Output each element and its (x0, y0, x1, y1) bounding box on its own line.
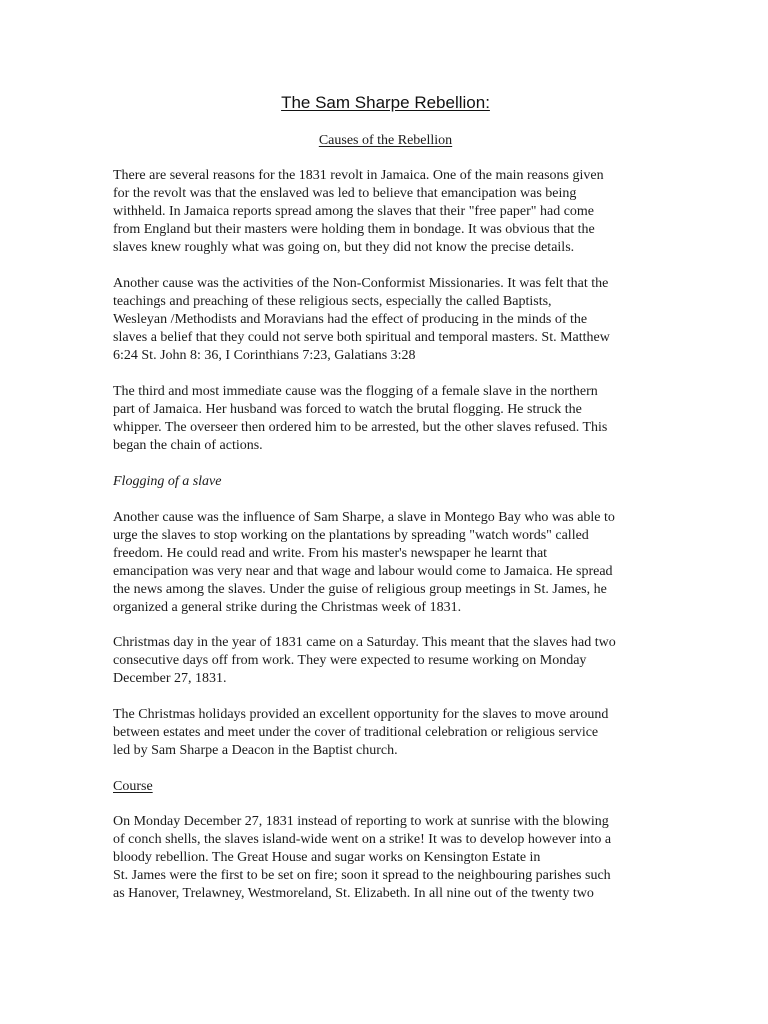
paragraph-sam-sharpe (113, 509, 658, 617)
paragraph-line: as Hanover, Trelawney, Westmoreland, St. Elizabeth. In all nine out of the twenty two (113, 886, 594, 901)
paragraph-line: for the revolt was that the enslaved was led to believe that emancipation was being (113, 186, 577, 201)
paragraph-line: led by Sam Sharpe a Deacon in the Baptist church. (113, 743, 398, 758)
paragraph-flogging (113, 383, 658, 455)
paragraph-line: bloody rebellion. The Great House and sugar works on Kensington Estate in (113, 850, 541, 865)
paragraph-line: There are several reasons for the 1831 revolt in Jamaica. One of the main reasons given (113, 168, 604, 183)
paragraph-line: urge the slaves to stop working on the plantations by spreading "watch words" called (113, 528, 589, 543)
section-heading-causes: Causes of the Rebellion (318, 133, 453, 148)
paragraph-line: The Christmas holidays provided an excellent opportunity for the slaves to move around (113, 707, 609, 722)
paragraph-line: Wesleyan /Methodists and Moravians had the effect of producing in the minds of the (113, 312, 588, 327)
paragraph-line: between estates and meet under the cover of traditional celebration or religious service (113, 725, 599, 740)
paragraph-line: the news among the slaves. Under the guise of religious group meetings in St. James, he (113, 582, 607, 597)
paragraph-line: freedom. He could read and write. From his master's newspaper he learnt that (113, 546, 548, 561)
paragraph-line: Another cause was the activities of the Non-Conformist Missionaries. It was felt that the (113, 276, 609, 291)
paragraph-line: slaves knew roughly what was going on, but they did not know the precise details. (113, 240, 575, 255)
paragraph-line: from England but their masters were holding them in bondage. It was obvious that the (113, 222, 595, 237)
paragraph-line: consecutive days off from work. They were expected to resume working on Monday (113, 653, 587, 668)
paragraph-course (113, 813, 658, 903)
paragraph-line: of conch shells, the slaves island-wide went on a strike! It was to develop however into a (113, 832, 612, 847)
paragraph-christmas-holidays (113, 706, 658, 760)
paragraph-line: began the chain of actions. (113, 438, 263, 453)
subheading-course: Course (113, 779, 153, 794)
paragraph-line: 6:24 St. John 8: 36, I Corinthians 7:23, Galatians 3:28 (113, 348, 416, 363)
paragraph-line: St. James were the first to be set on fire; soon it spread to the neighbouring parishes such (113, 868, 611, 883)
paragraph-line: December 27, 1831. (113, 671, 227, 686)
paragraph-line: On Monday December 27, 1831 instead of reporting to work at sunrise with the blowing (113, 814, 609, 829)
paragraph-line: teachings and preaching of these religious sects, especially the called Baptists, (113, 294, 552, 309)
paragraph-line: emancipation was very near and that wage and labour would come to Jamaica. He spread (113, 564, 613, 579)
paragraph-line: organized a general strike during the Christmas week of 1831. (113, 600, 462, 615)
paragraph-line: Christmas day in the year of 1831 came on a Saturday. This meant that the slaves had two (113, 635, 616, 650)
paragraph-missionaries (113, 275, 658, 365)
paragraph-line: withheld. In Jamaica reports spread among the slaves that their "free paper" had come (113, 204, 595, 219)
paragraph-reasons (113, 167, 658, 257)
paragraph-line: part of Jamaica. Her husband was forced to watch the brutal flogging. He struck the (113, 402, 582, 417)
paragraph-line: whipper. The overseer then ordered him to be arrested, but the other slaves refused. This (113, 420, 608, 435)
paragraph-line: Another cause was the influence of Sam Sharpe, a slave in Montego Bay who was able to (113, 510, 615, 525)
figure-caption: Flogging of a slave (113, 474, 222, 489)
paragraph-line: The third and most immediate cause was the flogging of a female slave in the northern (113, 384, 598, 399)
paragraph-line: slaves a belief that they could not serve both spiritual and temporal masters. St. Matthew (113, 330, 610, 345)
paragraph-christmas-day (113, 634, 658, 688)
document-title: The Sam Sharpe Rebellion: (281, 93, 490, 112)
